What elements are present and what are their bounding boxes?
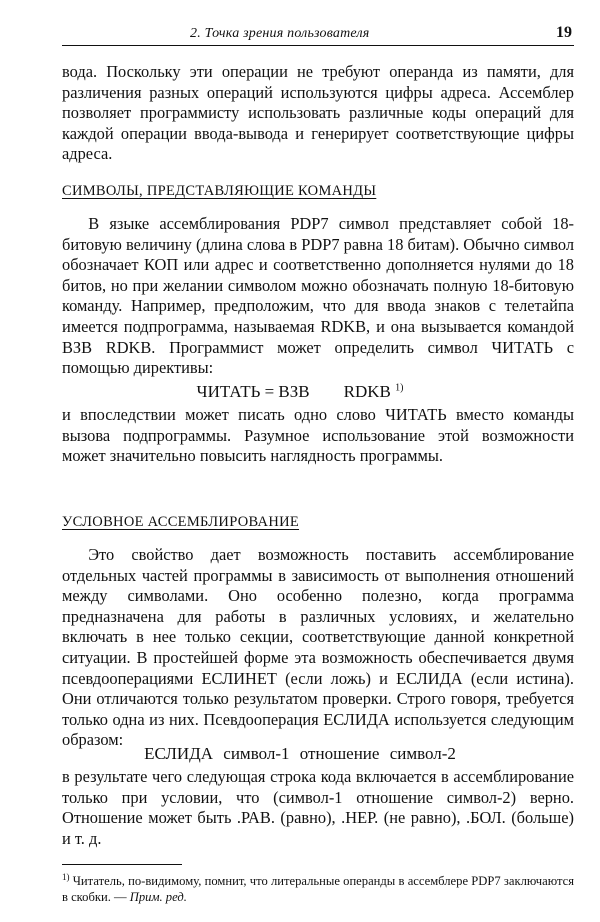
formula-left: ЧИТАТЬ = ВЗВ (196, 382, 310, 401)
paragraph-continued: вода. Поскольку эти операции не требуют операнда из памяти, для различения разных операций используются цифры адреса. Ассемблер позволяет программисту использовать различные коды операций для каждой операции ввода-вывода и генерирует соответствующие цифры адреса. (62, 62, 574, 164)
section-title-symbols: СИМВОЛЫ, ПРЕДСТАВЛЯЮЩИЕ КОМАНДЫ (62, 183, 377, 199)
section-title-conditional: УСЛОВНОЕ АССЕМБЛИРОВАНИЕ (62, 514, 300, 530)
page-header (62, 24, 574, 46)
footnote-credit: Прим. ред. (129, 890, 187, 905)
formula-if-true: ЕСЛИДА символ-1 отношение символ-2 (144, 744, 456, 763)
formula-right: RDKB (343, 382, 391, 401)
footnote-text: Читатель, по-видимому, помнит, что литеральные операнды в ассемблере PDP7 заключаются в скобки. — (62, 874, 575, 905)
footnote-mark: 1) (62, 872, 70, 882)
paragraph-symbols: В языке ассемблирования PDP7 символ представляет собой 18-битовую величину (длина слова в PDP7 равна 18 битам). Обычно символ обозначает КОП или адрес и соответственно дополняется нулями до 18 битов, но при желании символом можно обозначать полную 18-битовую команду. Например, предположим, что для ввода знаков с телетайпа имеется подпрограмма, называемая RDKB, и она вызывается командой ВЗВ RDKB. Программист может определить символ ЧИТАТЬ с помощью директивы: (62, 214, 574, 378)
footnote-rule (62, 864, 182, 865)
paragraph-after-formula: и впоследствии может писать одно слово ЧИТАТЬ вместо команды вызова подпрограммы. Разумное использование этой возможности может значительно повысить наглядность программы. (62, 405, 574, 466)
header-rule (62, 45, 574, 46)
formula-read-definition (0, 382, 600, 402)
footnote-reference: 1) (395, 382, 404, 394)
paragraph-conditional: Это свойство дает возможность поставить ассемблирование отдельных частей программы в зависимость от выполнения отношений между символами. Оно особенно полезно, когда программа предназначена для работы в различных условиях, и желательно включать в нее только секции, соответствующие данной конкретной ситуации. В простейшей форме эта возможность обеспечивается двумя псевдооперациями ЕСЛИНЕТ (если ложь) и ЕСЛИДА (если истина). Они отличаются только результатом проверки. Строго говоря, требуется только одна из них. Псевдооперация ЕСЛИДА используется следующим образом: (62, 545, 574, 750)
running-title: 2. Точка зрения пользователя (190, 26, 370, 41)
page-number: 19 (556, 24, 572, 41)
paragraph-relations: в результате чего следующая строка кода включается в ассемблирование только при условии, что (символ-1 отношение символ-2) верно. Отношение может быть .РАВ. (равно), .НЕР. (не равно), .БОЛ. (больше) и т. д. (62, 767, 574, 848)
footnote (62, 869, 574, 905)
